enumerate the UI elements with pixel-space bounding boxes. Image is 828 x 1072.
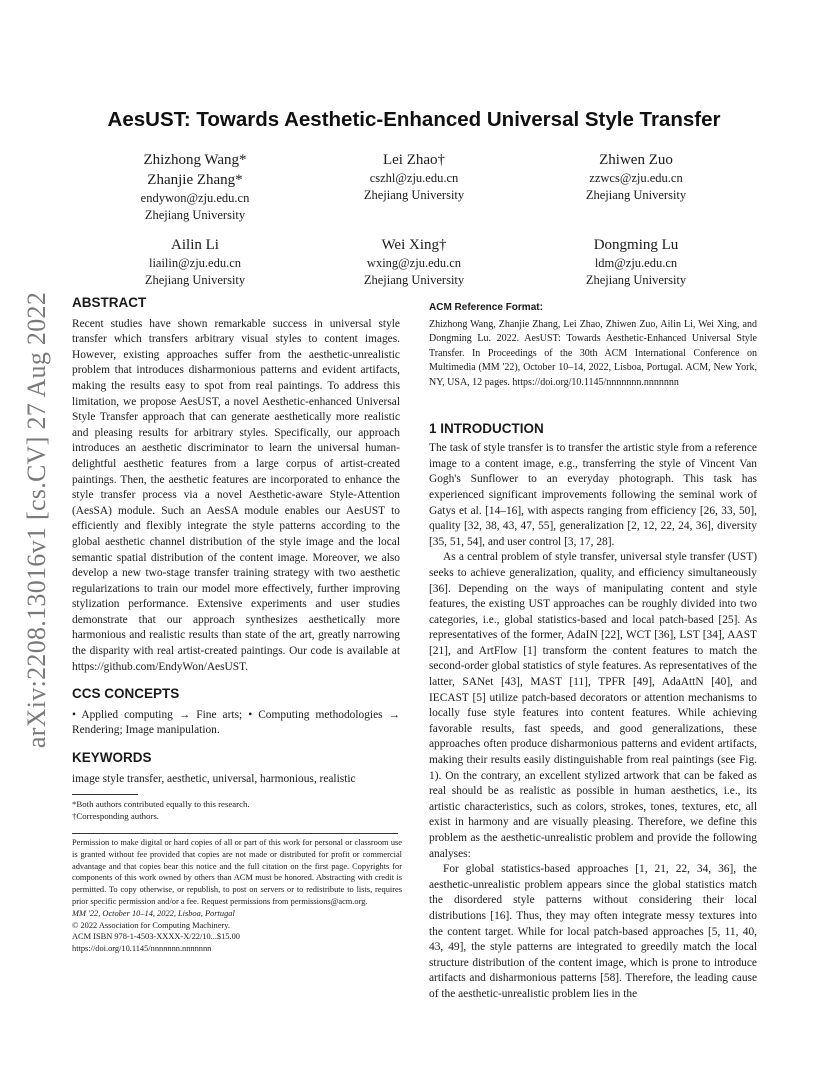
permission-block	[72, 837, 402, 955]
permission-text: Permission to make digital or hard copies of all or part of this work for personal or classroom use is granted without fee provided that copies are not made or distributed for profit or commercial advantage and that copies bear this notice and the full citation on the first page. Copyrights for components of this work owned by others than ACM must be honored. Abstracting with credit is permitted. To copy otherwise, or republish, to post on servers or to redistribute to lists, requires prior specific permission and/or a fee. Request permissions from permissions@acm.org.	[72, 838, 402, 906]
footnote-equal-contribution: *Both authors contributed equally to this research.	[72, 799, 250, 809]
author-email[interactable]: wxing@zju.edu.cn	[366, 256, 462, 270]
author-affiliation: Zhejiang University	[585, 188, 687, 202]
keywords-heading: KEYWORDS	[72, 750, 152, 766]
author-name: Zhiwen Zuo	[599, 152, 673, 168]
author-affiliation: Zhejiang University	[363, 273, 465, 287]
intro-paragraph-3: For global statistics-based approaches [1, 21, 22, 34, 36], the aesthetic-unrealistic problem appears since the global statistics match the disordered style patterns without considering their local distributions [16]. Thus, they may often integrate messy textures into the content target. While for local patch-based approaches [5, 11, 40, 43, 49], the style patterns are integrated to greedily match the local structure distribution of the content image, which is prone to introduce artifacts and disharmonious patterns [58]. Therefore, the leading cause of the aesthetic-unrealistic problem lies in the	[429, 863, 757, 1000]
author-affiliation: Zhejiang University	[363, 188, 465, 202]
intro-paragraph-2: As a central problem of style transfer, universal style transfer (UST) seeks to achieve generalization, quality, and efficiency simultaneously [36]. Depending on the ways of manipulating content and style features, the existing UST approaches can be roughly divided into two categories, i.e., global statistics-based and local patch-based [25]. As representatives of the former, AdaIN [22], WCT [36], LST [34], AAST [21], and ArtFlow [1] transform the content features to match the second-order global statistics of style features. As representatives of the latter, SANet [43], MAST [11], TPFR [49], AdaAttN [40], and IECAST [5] utilize patch-based decorators or attention mechanisms to locally fuse style features into content features. While achieving favorable results, fast speeds, and good generalizations, these approaches often produce disharmonious patterns and evident artifacts, making their results easily distinguishable from real paintings (see Fig. 1). On the contrary, an excellent stylized artwork that can be faked as real should be as realistic as possible in human aesthetics, i.e., its artistic characteristics, such as colors, strokes, tones, textures, etc, all exist in harmony and are visually pleasing. Therefore, we define this problem as the aesthetic-unrealistic problem and provide the following analyses:	[429, 551, 757, 860]
left-column	[72, 295, 400, 787]
introduction-heading: 1 INTRODUCTION	[429, 420, 544, 436]
author-affiliation: Zhejiang University	[144, 273, 246, 287]
acm-reference-heading: ACM Reference Format:	[429, 302, 543, 313]
author-block-4	[100, 235, 290, 289]
acm-reference-text: Zhizhong Wang, Zhanjie Zhang, Lei Zhao, Zhiwen Zuo, Ailin Li, Wei Xing, and Dongming Lu. 2022. AesUST: Towards Aesthetic-Enhanced Universal Style Transfer. In Proceedings of the 30th ACM International Conference on Multimedia (MM '22), October 10–14, 2022, Lisboa, Portugal. ACM, New York, NY, USA, 12 pages. https://doi.org/10.1145/nnnnnnn.nnnnnnn	[429, 318, 757, 388]
author-block-1	[100, 150, 290, 224]
author-name: Dongming Lu	[593, 237, 679, 253]
author-block-2	[319, 150, 509, 204]
paper-title: AesUST: Towards Aesthetic-Enhanced Universal Style Transfer	[107, 108, 721, 131]
doi-link[interactable]: https://doi.org/10.1145/nnnnnnn.nnnnnnn	[72, 944, 212, 954]
copyright-line: © 2022 Association for Computing Machinery.	[72, 920, 230, 930]
ccs-heading: CCS CONCEPTS	[72, 686, 180, 702]
arxiv-id: arXiv:2208.13016v1 [cs.CV] 27 Aug 2022	[22, 291, 52, 749]
author-affiliation: Zhejiang University	[144, 208, 246, 222]
author-name: Zhanjie Zhang*	[147, 172, 243, 188]
intro-paragraph-1: The task of style transfer is to transfer the artistic style from a reference image to a content image, e.g., transferring the style of Vincent Van Gogh's Sunflower to an everyday photograph. This task has experienced significant improvements following the seminal work of Gatys et al. [14–16], with aspects ranging from efficiency [26, 33, 50], quality [32, 38, 43, 47, 55], generalization [2, 12, 22, 24, 36], diversity [35, 51, 54], and user control [3, 17, 28].	[429, 442, 757, 548]
arxiv-stamp	[22, 285, 52, 755]
author-block-3	[541, 150, 731, 204]
author-block-5	[319, 235, 509, 289]
author-affiliation: Zhejiang University	[585, 273, 687, 287]
isbn-line: ACM ISBN 978-1-4503-XXXX-X/22/10...$15.00	[72, 932, 240, 942]
author-block-6	[541, 235, 731, 289]
footnote-divider	[72, 794, 138, 795]
venue-line: MM '22, October 10–14, 2022, Lisboa, Portugal	[72, 908, 235, 918]
keywords-text: image style transfer, aesthetic, universal, harmonious, realistic	[72, 772, 356, 785]
author-email[interactable]: ldm@zju.edu.cn	[594, 256, 678, 270]
author-name: Zhizhong Wang*	[143, 152, 247, 168]
abstract-heading: ABSTRACT	[72, 295, 147, 310]
author-email[interactable]: zzwcs@zju.edu.cn	[589, 171, 683, 185]
permission-divider	[72, 833, 398, 834]
abstract-text: Recent studies have shown remarkable success in universal style transfer which transfers arbitrary visual styles to content images. However, existing approaches suffer from the aesthetic-unrealistic problem that introduces disharmonious patterns and evident artifacts, making the results easy to spot from real paintings. To address this limitation, we propose AesUST, a novel Aesthetic-enhanced Universal Style Transfer approach that can generate aesthetically more realistic and pleasing results for arbitrary styles. Specifically, our approach introduces an aesthetic discriminator to learn the universal human-delightful aesthetic features from a large corpus of artist-created paintings. Then, the aesthetic features are incorporated to enhance the style transfer process via a novel Aesthetic-aware Style-Attention (AesSA) module. Such an AesSA module enables our AesUST to efficiently and flexibly integrate the style patterns according to the global aesthetic channel distribution of the style image and the local semantic spatial distribution of the content image. Moreover, we also develop a new two-stage transfer training strategy with two aesthetic regularizations to train our model more effectively, further improving stylization performance. Extensive experiments and user studies demonstrate that our approach synthesizes aesthetically more harmonious and realistic results than state of the art, greatly narrowing the disparity with real artist-created paintings. Our code is available at https://github.com/EndyWon/AesUST.	[72, 317, 400, 673]
author-name: Ailin Li	[171, 237, 219, 253]
author-email[interactable]: liailin@zju.edu.cn	[148, 256, 242, 270]
author-name: Lei Zhao†	[382, 152, 446, 168]
right-column	[429, 300, 757, 1003]
author-name: Wei Xing†	[381, 237, 447, 253]
author-email[interactable]: endywon@zju.edu.cn	[140, 191, 250, 205]
ccs-text: • Applied computing → Fine arts; • Computing methodologies → Rendering; Image manipulation.	[72, 708, 400, 737]
author-email[interactable]: cszhl@zju.edu.cn	[369, 171, 459, 185]
footnote-corresponding: †Corresponding authors.	[72, 811, 159, 821]
